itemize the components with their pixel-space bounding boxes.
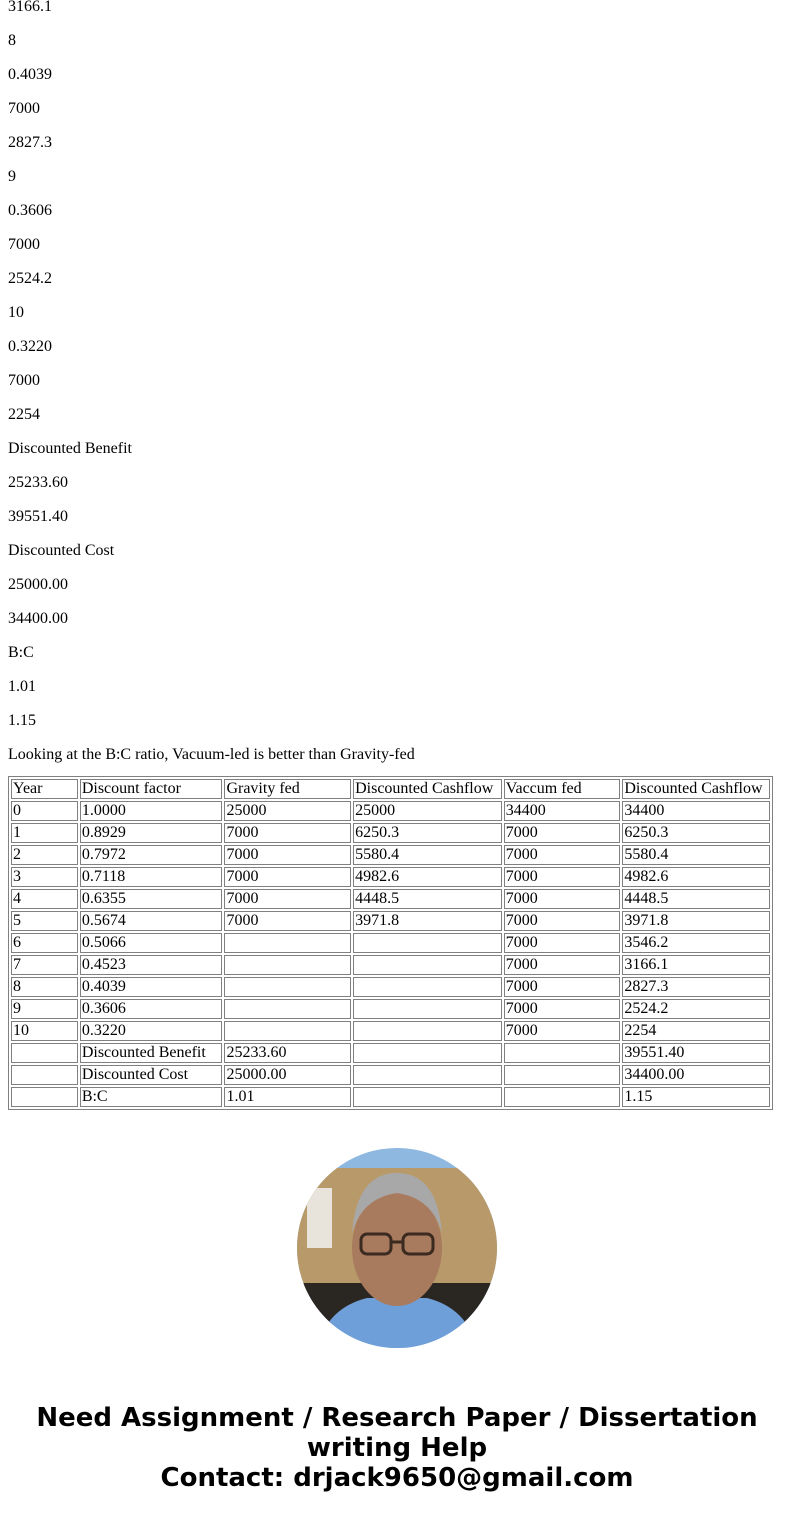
text-line: 10: [8, 304, 24, 321]
text-line: 9: [8, 168, 16, 185]
table-row: [11, 845, 770, 865]
table-cell: 2254: [622, 1021, 770, 1041]
table-cell: 2: [11, 845, 78, 865]
table-cell: 39551.40: [622, 1043, 770, 1063]
table-cell: [504, 1065, 621, 1085]
table-cell: 0.4039: [80, 977, 223, 997]
text-line: 2254: [8, 406, 40, 423]
table-header-row: [11, 779, 770, 799]
column-header: Discount factor: [80, 779, 223, 799]
text-line: 2524.2: [8, 270, 52, 287]
table-row: [11, 801, 770, 821]
table-cell: 7000: [504, 955, 621, 975]
author-avatar: [297, 1148, 497, 1348]
column-header: Year: [11, 779, 78, 799]
table-cell: 2524.2: [622, 999, 770, 1019]
table-cell: 7000: [224, 911, 351, 931]
table-cell: 0.7972: [80, 845, 223, 865]
text-line: 25000.00: [8, 576, 68, 593]
table-cell: 7000: [504, 1021, 621, 1041]
table-cell: [11, 1065, 78, 1085]
table-cell: 10: [11, 1021, 78, 1041]
column-header: Gravity fed: [224, 779, 351, 799]
text-line: 34400.00: [8, 610, 68, 627]
table-cell: 34400: [622, 801, 770, 821]
table-cell: 7000: [504, 977, 621, 997]
table-cell: [224, 1021, 351, 1041]
table-cell: 4982.6: [622, 867, 770, 887]
table-cell: [353, 999, 502, 1019]
column-header: Discounted Cashflow: [622, 779, 770, 799]
table-cell: 7000: [504, 933, 621, 953]
table-cell: [11, 1087, 78, 1107]
table-cell: [504, 1087, 621, 1107]
table-cell: 7000: [504, 867, 621, 887]
text-line: 0.3220: [8, 338, 52, 355]
column-header: Discounted Cashflow: [353, 779, 502, 799]
table-cell: 0.8929: [80, 823, 223, 843]
table-cell: 25000.00: [224, 1065, 351, 1085]
table-cell: 8: [11, 977, 78, 997]
table-cell: [353, 1087, 502, 1107]
table-cell: 6250.3: [353, 823, 502, 843]
table-cell: [224, 999, 351, 1019]
table-cell: 3971.8: [353, 911, 502, 931]
table-cell: Discounted Benefit: [80, 1043, 223, 1063]
table-cell: 4448.5: [622, 889, 770, 909]
table-cell: 1: [11, 823, 78, 843]
text-line: 1.01: [8, 678, 36, 695]
table-cell: 0.7118: [80, 867, 223, 887]
column-header: Vaccum fed: [504, 779, 621, 799]
table-cell: 25233.60: [224, 1043, 351, 1063]
table-row: [11, 1065, 770, 1085]
text-line: 1.15: [8, 712, 36, 729]
table-row: [11, 911, 770, 931]
footer-contact-email: Contact: drjack9650@gmail.com: [160, 1463, 634, 1493]
text-line: 2827.3: [8, 134, 52, 151]
table-cell: 7000: [224, 867, 351, 887]
table-cell: 3971.8: [622, 911, 770, 931]
table-row: [11, 1087, 770, 1107]
text-line: 25233.60: [8, 474, 68, 491]
table-cell: 5: [11, 911, 78, 931]
answer-text: [8, 0, 786, 764]
table-cell: 0: [11, 801, 78, 821]
table-cell: 25000: [353, 801, 502, 821]
table-cell: 0.5066: [80, 933, 223, 953]
table-cell: 3546.2: [622, 933, 770, 953]
table-cell: [224, 933, 351, 953]
table-cell: B:C: [80, 1087, 223, 1107]
table-cell: [353, 955, 502, 975]
table-cell: 9: [11, 999, 78, 1019]
table-cell: [353, 977, 502, 997]
table-row: [11, 977, 770, 997]
text-line: 7000: [8, 372, 40, 389]
text-line: 7000: [8, 100, 40, 117]
table-cell: [353, 1065, 502, 1085]
cashflow-table: [8, 776, 773, 1110]
text-line: 39551.40: [8, 508, 68, 525]
table-cell: 4: [11, 889, 78, 909]
table-row: [11, 999, 770, 1019]
table-cell: 2827.3: [622, 977, 770, 997]
text-line: 0.3606: [8, 202, 52, 219]
table-cell: [504, 1043, 621, 1063]
table-cell: 1.15: [622, 1087, 770, 1107]
text-line: 3166.1: [8, 0, 52, 15]
table-cell: 25000: [224, 801, 351, 821]
text-line: Discounted Cost: [8, 542, 115, 559]
table-cell: 0.3606: [80, 999, 223, 1019]
table-cell: 0.4523: [80, 955, 223, 975]
table-row: [11, 889, 770, 909]
table-cell: 7000: [504, 845, 621, 865]
table-cell: 6250.3: [622, 823, 770, 843]
table-cell: [224, 955, 351, 975]
table-cell: 4448.5: [353, 889, 502, 909]
table-cell: 0.6355: [80, 889, 223, 909]
table-cell: 7000: [224, 845, 351, 865]
table-row: [11, 1043, 770, 1063]
text-line: Discounted Benefit: [8, 440, 132, 457]
contact-footer: [8, 1403, 786, 1493]
table-cell: [224, 977, 351, 997]
table-cell: 3166.1: [622, 955, 770, 975]
table-cell: 5580.4: [353, 845, 502, 865]
table-cell: [353, 1043, 502, 1063]
text-line: 7000: [8, 236, 40, 253]
table-row: [11, 933, 770, 953]
table-cell: 34400.00: [622, 1065, 770, 1085]
table-cell: 7000: [224, 823, 351, 843]
table-cell: [353, 1021, 502, 1041]
table-row: [11, 867, 770, 887]
table-cell: 0.3220: [80, 1021, 223, 1041]
text-line: Looking at the B:C ratio, Vacuum-led is better than Gravity-fed: [8, 746, 415, 763]
table-cell: 1.01: [224, 1087, 351, 1107]
table-cell: 4982.6: [353, 867, 502, 887]
table-cell: 7000: [504, 823, 621, 843]
table-cell: 7000: [224, 889, 351, 909]
table-cell: 5580.4: [622, 845, 770, 865]
text-line: B:C: [8, 644, 34, 661]
table-cell: 7: [11, 955, 78, 975]
table-cell: Discounted Cost: [80, 1065, 223, 1085]
table-cell: 7000: [504, 999, 621, 1019]
table-cell: 34400: [504, 801, 621, 821]
table-cell: 6: [11, 933, 78, 953]
table-cell: [11, 1043, 78, 1063]
footer-help-text: Need Assignment / Research Paper / Dissertation writing Help: [36, 1403, 758, 1463]
table-cell: 7000: [504, 911, 621, 931]
text-line: 0.4039: [8, 66, 52, 83]
table-row: [11, 1021, 770, 1041]
table-row: [11, 823, 770, 843]
table-cell: 1.0000: [80, 801, 223, 821]
table-row: [11, 955, 770, 975]
text-line: 8: [8, 32, 16, 49]
table-cell: 7000: [504, 889, 621, 909]
table-cell: 3: [11, 867, 78, 887]
table-cell: [353, 933, 502, 953]
table-cell: 0.5674: [80, 911, 223, 931]
